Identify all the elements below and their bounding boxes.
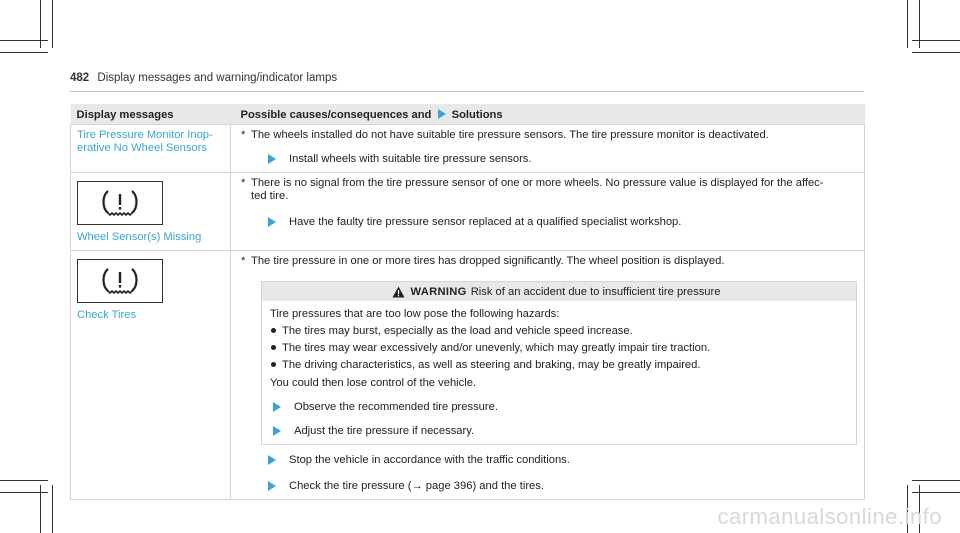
message-tire-pressure-monitor-inoperative[interactable]: Tire Pressure Monitor Inop-erative No Wheel Sensors — [77, 129, 213, 154]
crop-mark — [0, 52, 48, 53]
solution-arrow-icon — [268, 217, 276, 227]
cause-cell — [231, 173, 865, 251]
crop-mark — [912, 40, 960, 41]
page-header — [70, 72, 337, 84]
crop-mark — [52, 0, 53, 48]
message-cell — [71, 173, 231, 251]
table-row — [71, 251, 865, 500]
list-item: The tires may wear excessively and/or unevenly, which may greatly impair tire traction. — [270, 341, 848, 355]
solution-arrow-icon — [268, 154, 276, 164]
column-header-causes-text: Possible causes/consequences and — [240, 108, 432, 121]
warning-box — [261, 281, 857, 445]
cause-text: * The tire pressure in one or more tires has dropped significantly. The wheel position is displayed. — [241, 255, 725, 267]
table-row — [71, 125, 865, 173]
list-item: The driving characteristics, as well as steering and braking, may be greatly impaired. — [270, 358, 848, 372]
solution-step: Stop the vehicle in accordance with the traffic conditions. — [241, 453, 858, 467]
cause-text: * The wheels installed do not have suitable tire pressure sensors. The tire pressure monitor is deactivated. — [241, 129, 769, 141]
cause-marker: * — [241, 255, 246, 267]
crop-mark — [0, 492, 48, 493]
watermark: carmanualsonline.info — [717, 504, 942, 529]
header-divider — [70, 91, 864, 92]
column-header-solutions-text: Solutions — [451, 108, 503, 121]
crop-mark — [0, 40, 48, 41]
crop-mark — [0, 480, 48, 481]
message-wheel-sensors-missing[interactable]: Wheel Sensor(s) Missing — [77, 231, 202, 243]
page-reference-link[interactable]: → page 396 — [411, 480, 473, 492]
solution-step: Check the tire pressure (→ page 396) and the tires. — [241, 479, 858, 493]
warning-header — [262, 282, 856, 301]
cause-cell — [231, 125, 865, 173]
tire-pressure-warning-icon — [77, 181, 163, 225]
warning-title: Risk of an accident due to insufficient tire pressure — [470, 286, 721, 298]
warning-step: Observe the recommended tire pressure. — [270, 400, 848, 414]
tire-pressure-warning-icon — [99, 188, 141, 218]
solution-arrow-icon — [438, 109, 446, 119]
crop-mark — [912, 52, 960, 53]
message-cell — [71, 125, 231, 173]
cause-text: * There is no signal from the tire pressure sensor of one or more wheels. No pressure value is displayed for the affec- — [241, 177, 824, 189]
warning-consequence: You could then lose control of the vehicle. — [270, 377, 477, 389]
page-title: Display messages and warning/indicator lamps — [97, 72, 338, 84]
solution-arrow-icon — [268, 481, 276, 491]
warning-body — [262, 301, 856, 444]
solution-arrow-icon — [273, 426, 281, 436]
cause-text-continued: ted tire. — [251, 190, 289, 202]
warning-label: WARNING — [410, 286, 467, 298]
solution-arrow-icon — [273, 402, 281, 412]
warning-triangle-icon — [392, 286, 405, 298]
table-header-row — [71, 104, 865, 125]
column-header-causes-solutions — [231, 104, 865, 125]
column-header-display-messages: Display messages — [71, 104, 231, 125]
crop-mark — [907, 0, 908, 48]
tire-pressure-warning-icon — [77, 259, 163, 303]
tire-pressure-warning-icon — [99, 266, 141, 296]
crop-mark — [912, 492, 960, 493]
cause-marker: * — [241, 177, 246, 189]
crop-mark — [912, 480, 960, 481]
cause-marker: * — [241, 129, 246, 141]
table-row — [71, 173, 865, 251]
solution-step: Have the faulty tire pressure sensor replaced at a qualified specialist workshop. — [241, 215, 858, 229]
cause-cell — [231, 251, 865, 500]
solution-step: Install wheels with suitable tire pressure sensors. — [241, 152, 858, 166]
message-cell — [71, 251, 231, 500]
solution-arrow-icon — [268, 455, 276, 465]
list-item: The tires may burst, especially as the load and vehicle speed increase. — [270, 324, 848, 338]
display-messages-table — [70, 104, 865, 500]
crop-mark — [52, 485, 53, 533]
page-number: 482 — [70, 72, 90, 84]
message-check-tires[interactable]: Check Tires — [77, 309, 137, 321]
warning-intro: Tire pressures that are too low pose the following hazards: — [270, 308, 560, 320]
warning-hazard-list — [270, 324, 848, 372]
warning-step: Adjust the tire pressure if necessary. — [270, 424, 848, 438]
